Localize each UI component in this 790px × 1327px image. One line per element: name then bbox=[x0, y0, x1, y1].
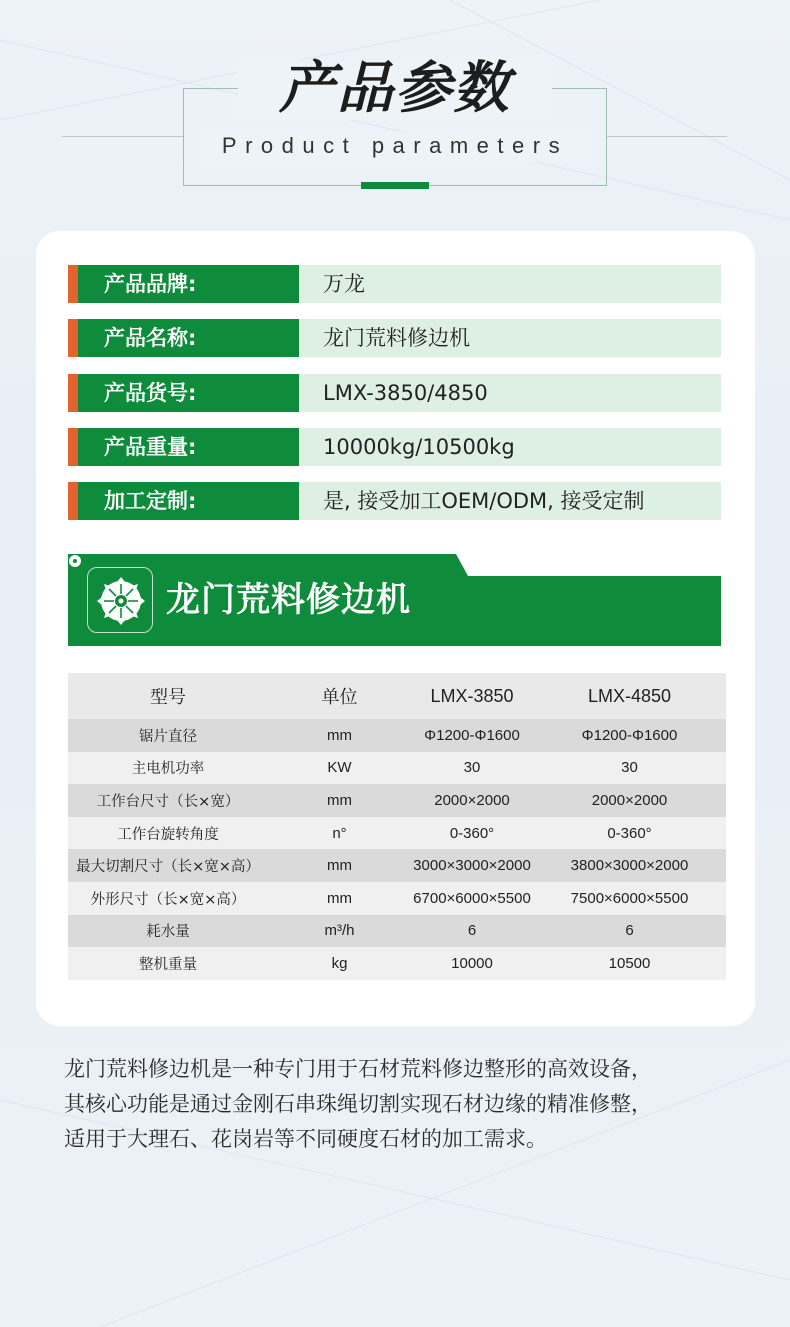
spec-label: 产品货号: bbox=[78, 374, 299, 412]
table-cell: 10000 bbox=[411, 947, 533, 980]
table-cell: 最大切割尺寸（长×宽×高） bbox=[68, 849, 268, 882]
table-cell: 耗水量 bbox=[68, 915, 268, 948]
table-cell: Φ1200-Φ1600 bbox=[411, 719, 533, 752]
table-cell: 6700×6000×5500 bbox=[411, 882, 533, 915]
spec-value: LMX-3850/4850 bbox=[299, 374, 721, 412]
spec-row-name bbox=[68, 319, 721, 357]
spec-marker bbox=[68, 265, 78, 303]
page-subtitle: Product parameters bbox=[221, 133, 569, 158]
table-cell: 7500×6000×5500 bbox=[533, 882, 726, 915]
table-row bbox=[68, 882, 726, 915]
header-line-left bbox=[62, 136, 184, 137]
table-cell: 30 bbox=[411, 752, 533, 785]
table-cell: 6 bbox=[533, 915, 726, 948]
header-line-right bbox=[607, 136, 727, 137]
table-header-cell: 单位 bbox=[268, 673, 411, 719]
banner-icon-frame bbox=[87, 567, 153, 633]
table-cell: mm bbox=[268, 719, 411, 752]
table-row bbox=[68, 849, 726, 882]
table-cell: mm bbox=[268, 849, 411, 882]
saw-blade-icon bbox=[94, 574, 148, 628]
spec-row-weight bbox=[68, 428, 721, 466]
table-cell: n° bbox=[268, 817, 411, 850]
gear-dot-icon bbox=[68, 554, 82, 568]
spec-row-model bbox=[68, 374, 721, 412]
header-accent-bar bbox=[361, 182, 429, 189]
product-description bbox=[64, 1052, 744, 1157]
table-cell: mm bbox=[268, 882, 411, 915]
table-cell: m³/h bbox=[268, 915, 411, 948]
table-row bbox=[68, 915, 726, 948]
table-cell: 3000×3000×2000 bbox=[411, 849, 533, 882]
table-cell: mm bbox=[268, 784, 411, 817]
spec-marker bbox=[68, 428, 78, 466]
spec-marker bbox=[68, 374, 78, 412]
page-title: 产品参数 bbox=[279, 56, 511, 121]
table-cell: KW bbox=[268, 752, 411, 785]
table-cell: 2000×2000 bbox=[411, 784, 533, 817]
table-row bbox=[68, 752, 726, 785]
table-cell: 外形尺寸（长×宽×高） bbox=[68, 882, 268, 915]
spec-marker bbox=[68, 319, 78, 357]
table-cell: 6 bbox=[411, 915, 533, 948]
parameters-table bbox=[68, 673, 726, 980]
table-cell: 锯片直径 bbox=[68, 719, 268, 752]
product-banner bbox=[68, 554, 721, 646]
table-cell: 3800×3000×2000 bbox=[533, 849, 726, 882]
spec-row-brand bbox=[68, 265, 721, 303]
table-row bbox=[68, 947, 726, 980]
spec-row-customization bbox=[68, 482, 721, 520]
spec-label: 产品品牌: bbox=[78, 265, 299, 303]
banner-title: 龙门荒料修边机 bbox=[166, 580, 411, 620]
table-header-cell: LMX-3850 bbox=[411, 673, 533, 719]
table-cell: Φ1200-Φ1600 bbox=[533, 719, 726, 752]
table-cell: 0-360° bbox=[411, 817, 533, 850]
spec-label: 产品重量: bbox=[78, 428, 299, 466]
table-row bbox=[68, 719, 726, 752]
description-line: 适用于大理石、花岗岩等不同硬度石材的加工需求。 bbox=[64, 1127, 547, 1151]
table-cell: 10500 bbox=[533, 947, 726, 980]
table-header-row bbox=[68, 673, 726, 719]
table-cell: 主电机功率 bbox=[68, 752, 268, 785]
table-cell: 0-360° bbox=[533, 817, 726, 850]
spec-value: 是, 接受加工OEM/ODM, 接受定制 bbox=[299, 482, 721, 520]
table-row bbox=[68, 817, 726, 850]
table-cell: 整机重量 bbox=[68, 947, 268, 980]
spec-label: 加工定制: bbox=[78, 482, 299, 520]
table-header-cell: 型号 bbox=[68, 673, 268, 719]
table-cell: kg bbox=[268, 947, 411, 980]
spec-marker bbox=[68, 482, 78, 520]
description-line: 龙门荒料修边机是一种专门用于石材荒料修边整形的高效设备， bbox=[64, 1057, 652, 1081]
spec-value: 10000kg/10500kg bbox=[299, 428, 721, 466]
table-cell: 工作台旋转角度 bbox=[68, 817, 268, 850]
table-header-cell: LMX-4850 bbox=[533, 673, 726, 719]
table-cell: 工作台尺寸（长×宽） bbox=[68, 784, 268, 817]
spec-value: 龙门荒料修边机 bbox=[299, 319, 721, 357]
spec-value: 万龙 bbox=[299, 265, 721, 303]
table-cell: 2000×2000 bbox=[533, 784, 726, 817]
table-cell: 30 bbox=[533, 752, 726, 785]
spec-label: 产品名称: bbox=[78, 319, 299, 357]
description-line: 其核心功能是通过金刚石串珠绳切割实现石材边缘的精准修整， bbox=[64, 1092, 652, 1116]
table-row bbox=[68, 784, 726, 817]
